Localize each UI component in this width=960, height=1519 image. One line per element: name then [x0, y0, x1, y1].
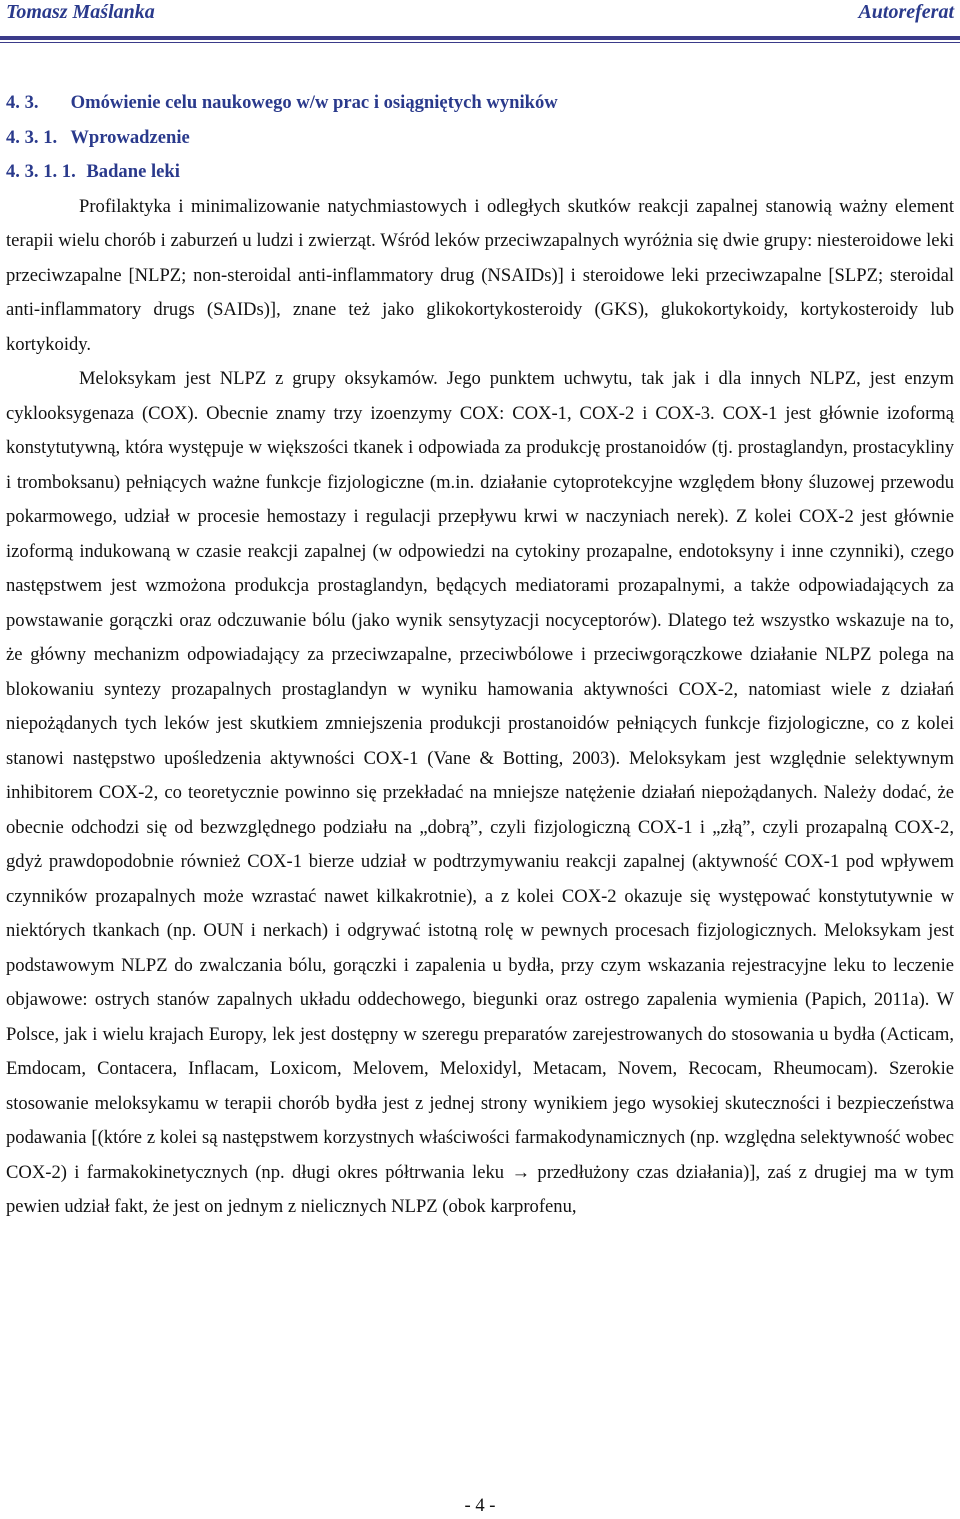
header-rule-thin — [0, 42, 960, 43]
header-rule-thick — [0, 36, 960, 40]
subsubsection-heading — [6, 155, 954, 190]
subsection-title: Wprowadzenie — [70, 126, 190, 148]
header-doc-type: Autoreferat — [858, 1, 954, 23]
subsubsection-number: 4. 3. 1. 1. — [6, 161, 76, 182]
subsubsection-title: Badane leki — [86, 161, 180, 182]
header-rule — [0, 36, 960, 44]
paragraph-intro: Profilaktyka i minimalizowanie natychmiastowych i odległych skutków reakcji zapalnej stanowią ważny element terapii wielu chorób i zaburzeń u ludzi i zwierząt. Wśród leków przeciwzapalnych wyróżnia się dwie grupy: niesteroidowe leki przeciwzapalne [NLPZ; non-steroidal anti-inflammatory drug (NSAIDs)] i steroidowe leki przeciwzapalne [SLPZ; steroidal anti-inflammatory drugs (SAIDs)], znane też jako glikokortykosteroidy (GKS), glukokortykoidy, kortykosteroidy lub kortykoidy. — [6, 195, 954, 355]
section-title: Omówienie celu naukowego w/w prac i osiągniętych wyników — [70, 92, 558, 113]
running-header — [6, 0, 954, 24]
subsection-heading — [6, 121, 954, 156]
paragraph-meloxicam: Meloksykam jest NLPZ z grupy oksykamów. Jego punktem uchwytu, tak jak i dla innych NLPZ, jest enzym cyklooksygenaza (COX). Obecnie znamy trzy izoenzymy COX: COX-1, COX-2 i COX-3. COX-1 jest głównie izoformą konstytutywną, która występuje w większości tkanek i odpowiada za produkcję prostanoidów (tj. prostaglandyn, prostacykliny i tromboksanu) pełniących ważne funkcje fizjologiczne (m.in. działanie cytoprotekcyjne względem błony śluzowej przewodu pokarmowego, udział w procesie hemostazy i regulacji przepływu krwi w naczyniach nerek). Z kolei COX-2 jest głównie izoformą indukowaną w czasie reakcji zapalnej (w odpowiedzi na cytokiny prozapalne, endotoksyny i inne czynniki), czego następstwem jest wzmożona produkcja prostaglandyn, będących mediatorami prozapalnymi, a także odpowiadających za powstawanie gorączki oraz odczuwanie bólu (jako wynik sensytyzacji nocyceptorów). Dlatego też wszystko wskazuje na to, że główny mechanizm odpowiadający za przeciwzapalne, przeciwbólowe i przeciwgorączkowe działanie NLPZ polega na blokowaniu syntezy prozapalnych prostaglandyn w wyniku hamowania aktywności COX-2, natomiast wiele z działań niepożądanych tych leków jest skutkiem zmniejszenia produkcji prostanoidów pełniących funkcje fizjologiczne, co z kolei stanowi następstwo upośledzenia aktywności COX-1 (Vane & Botting, 2003). Meloksykam jest względnie selektywnym inhibitorem COX-2, co teoretycznie powinno się przekładać na mniejsze natężenie działań niepożądanych. Należy dodać, że obecnie odchodzi się od bezwzględnego podziału na „dobrą”, czyli fizjologiczną COX-1 i „złą”, czyli prozapalną COX-2, gdyż prawdopodobnie również COX-1 bierze udział w podtrzymywaniu reakcji zapalnej (aktywność COX-1 pod wpływem czynników prozapalnych może wzrastać nawet kilkakrotnie), a z kolei COX-2 okazuje się występować konstytutywnie w niektórych tkankach (np. OUN i nerkach) i odgrywać istotną rolę w pewnych procesach fizjologicznych. Meloksykam jest podstawowym NLPZ do zwalczania bólu, gorączki i zapalenia u bydła, przy czym wskazania rejestracyjne leku to leczenie objawowe: ostrych stanów zapalnych układu oddechowego, biegunki oraz ostrego zapalenia wymienia (Papich, 2011a). W Polsce, jak i wielu krajach Europy, lek jest dostępny w szeregu preparatów zarejestrowanych do stosowania u bydła (Acticam, Emdocam, Contacera, Inflacam, Loxicom, Melovem, Meloxidyl, Metacam, Novem, Recocam, Rheumocam). Szerokie stosowanie meloksykamu w terapii chorób bydła jest z jednej strony wynikiem jego wysokiej skuteczności i bezpieczeństwa podawania [(które z kolei są następstwem korzystnych właściwości farmakodynamicznych (np. względna selektywność wobec COX-2) i farmakokinetycznych (np. długi okres półtrwania leku → przedłużony czas działania)], zaś z drugiej ma w tym pewien udział fakt, że jest on jednym z nielicznych NLPZ (obok karprofenu, — [6, 368, 954, 1217]
header-author: Tomasz Maślanka — [6, 1, 155, 23]
subsection-number: 4. 3. 1. — [6, 126, 58, 148]
section-heading — [6, 86, 954, 121]
section-number: 4. 3. — [6, 92, 39, 113]
page-number: - 4 - — [464, 1495, 496, 1516]
page-body — [6, 86, 954, 1225]
